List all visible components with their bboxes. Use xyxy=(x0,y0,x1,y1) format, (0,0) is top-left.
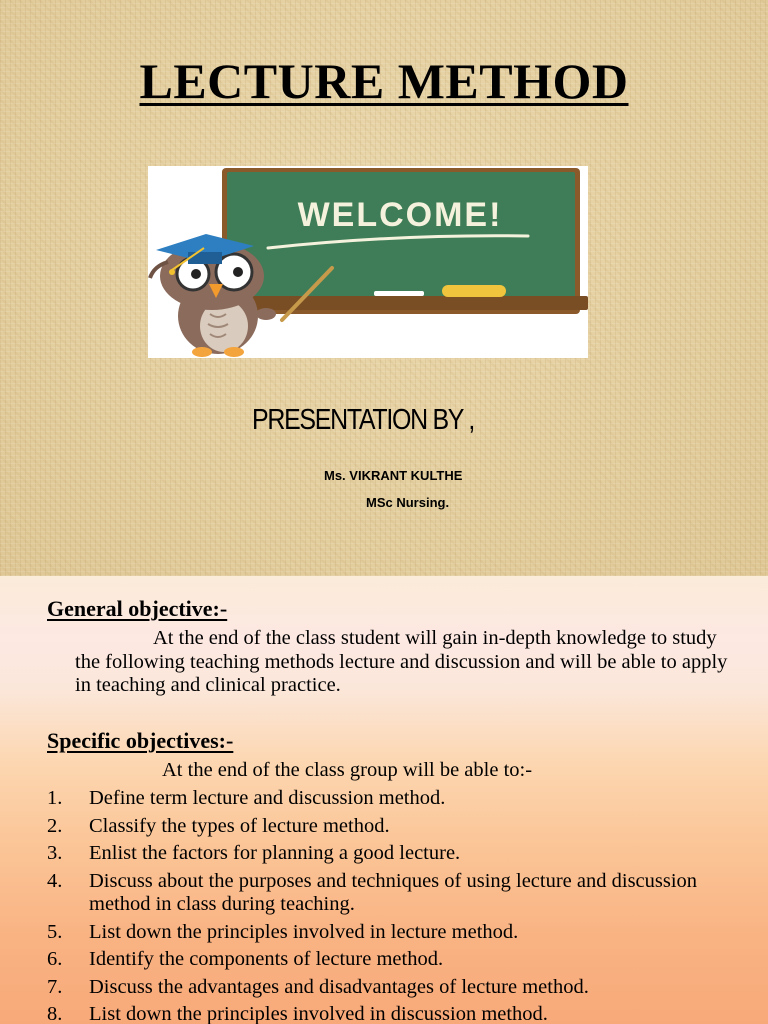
objectives-list xyxy=(47,787,747,1024)
objective-item xyxy=(47,921,747,945)
chalk-icon xyxy=(374,291,424,296)
objective-text: List down the principles involved in discussion method. xyxy=(89,1003,548,1024)
objective-item xyxy=(47,815,747,839)
general-objective-heading: General objective:- xyxy=(47,596,228,621)
objective-text: Discuss about the purposes and techniques of using lecture and discussion method in class during teaching. xyxy=(89,869,698,915)
objective-item xyxy=(47,787,747,811)
objective-number: 7. xyxy=(47,975,63,998)
page-title: LECTURE METHOD xyxy=(139,53,629,109)
objective-text: Define term lecture and discussion method. xyxy=(89,787,446,809)
specific-objectives-intro: At the end of the class group will be able to:- xyxy=(162,759,533,781)
board-text: WELCOME! xyxy=(297,196,503,234)
objective-number: 5. xyxy=(47,920,63,943)
presentation-by-label: PRESENTATION BY , xyxy=(252,404,474,436)
objective-text: Discuss the advantages and disadvantages of lecture method. xyxy=(89,975,589,998)
objective-item xyxy=(47,948,747,972)
sponge-eraser-icon xyxy=(442,285,506,297)
objective-text: Enlist the factors for planning a good lecture. xyxy=(89,842,461,864)
objective-number: 6. xyxy=(47,948,63,970)
welcome-illustration-svg xyxy=(148,166,588,358)
objective-number: 4. xyxy=(47,869,63,892)
specific-objectives-heading: Specific objectives:- xyxy=(47,728,234,753)
welcome-illustration xyxy=(148,166,588,358)
objective-number: 8. xyxy=(47,1003,63,1024)
objective-item xyxy=(47,1003,747,1024)
general-objective-body: At the end of the class student will gain in-depth knowledge to study the following teaching methods lecture and discussion and will be able to apply in teaching and clinical practice. xyxy=(75,627,728,696)
objective-text: List down the principles involved in lecture method. xyxy=(89,920,519,943)
general-objective-text xyxy=(75,627,745,698)
presenter-name: Ms. VIKRANT KULTHE xyxy=(324,468,463,483)
objective-item xyxy=(47,842,747,866)
objective-number: 3. xyxy=(47,842,63,864)
objective-item xyxy=(47,976,747,1000)
slide-objectives xyxy=(0,576,768,1024)
objective-text: Classify the types of lecture method. xyxy=(89,814,390,837)
presenter-degree: MSc Nursing. xyxy=(366,495,450,510)
objective-item xyxy=(47,870,747,917)
objective-number: 2. xyxy=(47,814,63,837)
objective-number: 1. xyxy=(47,787,63,809)
objective-text: Identify the components of lecture method. xyxy=(89,948,444,970)
